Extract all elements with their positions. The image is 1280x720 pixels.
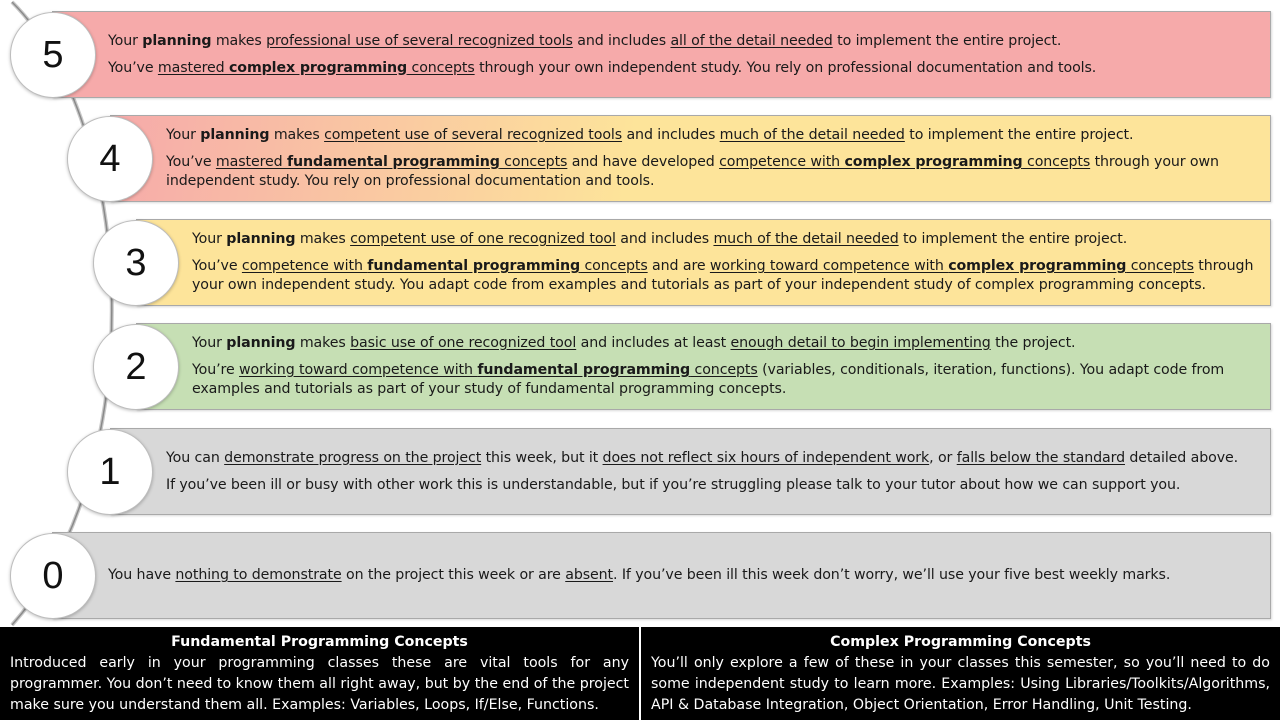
level-3-text — [192, 220, 1256, 305]
level-4-circle — [67, 116, 153, 202]
level-0-circle — [10, 533, 96, 619]
key-phrase: professional use of several recognized tools — [266, 32, 573, 49]
text-fragment: mastered — [215, 154, 287, 170]
text-fragment: You have — [108, 567, 176, 583]
level-2-number: 2 — [125, 345, 147, 388]
text-fragment: and are — [647, 258, 710, 274]
text-fragment: competence with — [241, 258, 368, 274]
level-0-text — [108, 533, 1256, 618]
text-fragment: concepts — [690, 362, 758, 378]
key-term: planning — [226, 231, 296, 247]
key-term: complex programming — [844, 154, 1023, 170]
text-fragment: Your — [192, 335, 227, 351]
complex-concepts-title: Complex Programming Concepts — [830, 634, 1091, 650]
text-fragment: and includes at least — [576, 335, 731, 351]
text-fragment: mastered — [157, 59, 229, 76]
text-fragment: working toward competence with — [709, 258, 949, 274]
text-fragment: Your — [166, 127, 201, 143]
key-phrase: competent use of one recognized tool — [350, 231, 616, 247]
key-phrase: does not reflect six hours of independent work — [602, 449, 930, 466]
criteria-line — [192, 334, 1256, 353]
fundamental-concepts-title: Fundamental Programming Concepts — [171, 634, 468, 650]
text-fragment: and includes — [572, 32, 671, 49]
text-fragment: You’re — [192, 362, 240, 378]
key-term: complex programming — [228, 59, 408, 76]
text-fragment: through your own independent study. You rely on professional documentation and tools. — [166, 154, 1219, 189]
text-fragment: You’ve — [166, 154, 216, 170]
text-fragment: makes — [295, 231, 351, 247]
text-fragment: concepts — [499, 154, 568, 170]
key-phrase: absent — [565, 567, 614, 583]
level-3-band — [136, 219, 1271, 306]
text-fragment: You can — [166, 449, 225, 466]
text-fragment: through your own independent study. You adapt code from examples and tutorials as part of your independent study of complex programming concepts. — [192, 258, 1254, 293]
text-fragment: makes — [269, 127, 325, 143]
key-term: planning — [142, 32, 212, 49]
text-fragment: (variables, conditionals, iteration, functions). You adapt code from examples and tutorials as part of your study of fundamental programming concepts. — [192, 362, 1225, 397]
key-term: complex programming — [948, 258, 1127, 274]
text-fragment: You’ve — [192, 258, 242, 274]
text-fragment: through your own independent study. You rely on professional documentation and tools. — [474, 59, 1097, 76]
text-fragment: and includes — [622, 127, 720, 143]
text-fragment: to implement the entire project. — [898, 231, 1128, 247]
level-2-text — [192, 324, 1256, 409]
criteria-line — [166, 153, 1256, 191]
level-1-text — [166, 429, 1256, 514]
criteria-line — [192, 361, 1256, 399]
fundamental-concepts-body: Introduced early in your programming classes these are vital tools for any programmer. You don’t need to know them all right away, but by the end of the project make sure you understand them all. Examples: Variables, Loops, If/Else, Functions. — [10, 655, 629, 713]
level-2-circle — [93, 324, 179, 410]
text-fragment: and includes — [615, 231, 714, 247]
level-4-text — [166, 116, 1256, 201]
key-phrase: basic use of one recognized tool — [350, 335, 577, 351]
text-fragment: Your — [192, 231, 227, 247]
criteria-line — [166, 449, 1256, 468]
key-phrase: much of the detail needed — [713, 231, 899, 247]
level-3-circle — [93, 220, 179, 306]
text-fragment: detailed above. — [1124, 449, 1239, 466]
criteria-line — [166, 476, 1256, 495]
text-fragment: this week, but it — [481, 449, 603, 466]
level-5-number: 5 — [42, 33, 64, 76]
level-5-text — [108, 12, 1256, 97]
key-phrase: all of the detail needed — [670, 32, 833, 49]
text-fragment: concepts — [1022, 154, 1091, 170]
criteria-line — [192, 257, 1256, 295]
text-fragment: and have developed — [567, 154, 720, 170]
level-3-number: 3 — [125, 241, 147, 284]
key-phrase: enough detail to begin implementing — [730, 335, 991, 351]
key-term: planning — [226, 335, 296, 351]
criteria-line — [192, 230, 1256, 249]
level-0-number: 0 — [42, 554, 64, 597]
key-phrase: falls below the standard — [956, 449, 1125, 466]
text-fragment: , or — [929, 449, 957, 466]
text-fragment: You’ve — [108, 59, 158, 76]
concepts-footer — [0, 627, 1280, 720]
emphasis-phrase — [710, 258, 1194, 274]
text-fragment: the project. — [990, 335, 1076, 351]
level-4-band — [110, 115, 1271, 202]
text-fragment: to implement the entire project. — [832, 32, 1062, 49]
key-term: fundamental programming — [477, 362, 691, 378]
text-fragment: makes — [211, 32, 267, 49]
text-fragment: makes — [295, 335, 351, 351]
emphasis-phrase — [216, 154, 567, 170]
text-fragment: concepts — [1126, 258, 1194, 274]
level-1-band — [110, 428, 1271, 515]
level-0-band — [52, 532, 1271, 619]
criteria-line — [108, 32, 1256, 51]
key-term: planning — [200, 127, 270, 143]
criteria-line — [166, 126, 1256, 145]
level-4-number: 4 — [99, 137, 121, 180]
level-1-number: 1 — [99, 450, 121, 493]
key-phrase: demonstrate progress on the project — [224, 449, 482, 466]
text-fragment: working toward competence with — [239, 362, 478, 378]
fundamental-concepts-panel — [0, 627, 639, 720]
key-phrase: nothing to demonstrate — [175, 567, 342, 583]
emphasis-phrase — [242, 258, 648, 274]
text-fragment: . If you’ve been ill this week don’t worry, we’ll use your five best weekly marks. — [613, 567, 1171, 583]
emphasis-phrase — [239, 362, 758, 378]
criteria-line — [108, 566, 1256, 585]
complex-concepts-panel — [639, 627, 1280, 720]
key-phrase: competent use of several recognized tools — [324, 127, 623, 143]
level-5-band — [52, 11, 1271, 98]
key-phrase: much of the detail needed — [719, 127, 905, 143]
text-fragment: concepts — [407, 59, 475, 76]
text-fragment: on the project this week or are — [341, 567, 566, 583]
text-fragment: to implement the entire project. — [904, 127, 1134, 143]
emphasis-phrase — [719, 154, 1090, 170]
text-fragment: concepts — [580, 258, 648, 274]
level-1-circle — [67, 429, 153, 515]
key-term: fundamental programming — [367, 258, 581, 274]
key-term: fundamental programming — [286, 154, 500, 170]
text-fragment: If you’ve been ill or busy with other work this is understandable, but if you’re struggling please talk to your tutor about how we can support you. — [166, 476, 1181, 493]
level-5-circle — [10, 12, 96, 98]
emphasis-phrase — [158, 60, 475, 76]
level-2-band — [136, 323, 1271, 410]
text-fragment: competence with — [719, 154, 845, 170]
criteria-line — [108, 59, 1256, 78]
text-fragment: Your — [108, 32, 143, 49]
complex-concepts-body: You’ll only explore a few of these in your classes this semester, so you’ll need to do some independent study to learn more. Examples: Using Libraries/Toolkits/Algorithms, API & Database Integration, Object Orientation, Error Handling, Unit Testing. — [651, 655, 1270, 713]
